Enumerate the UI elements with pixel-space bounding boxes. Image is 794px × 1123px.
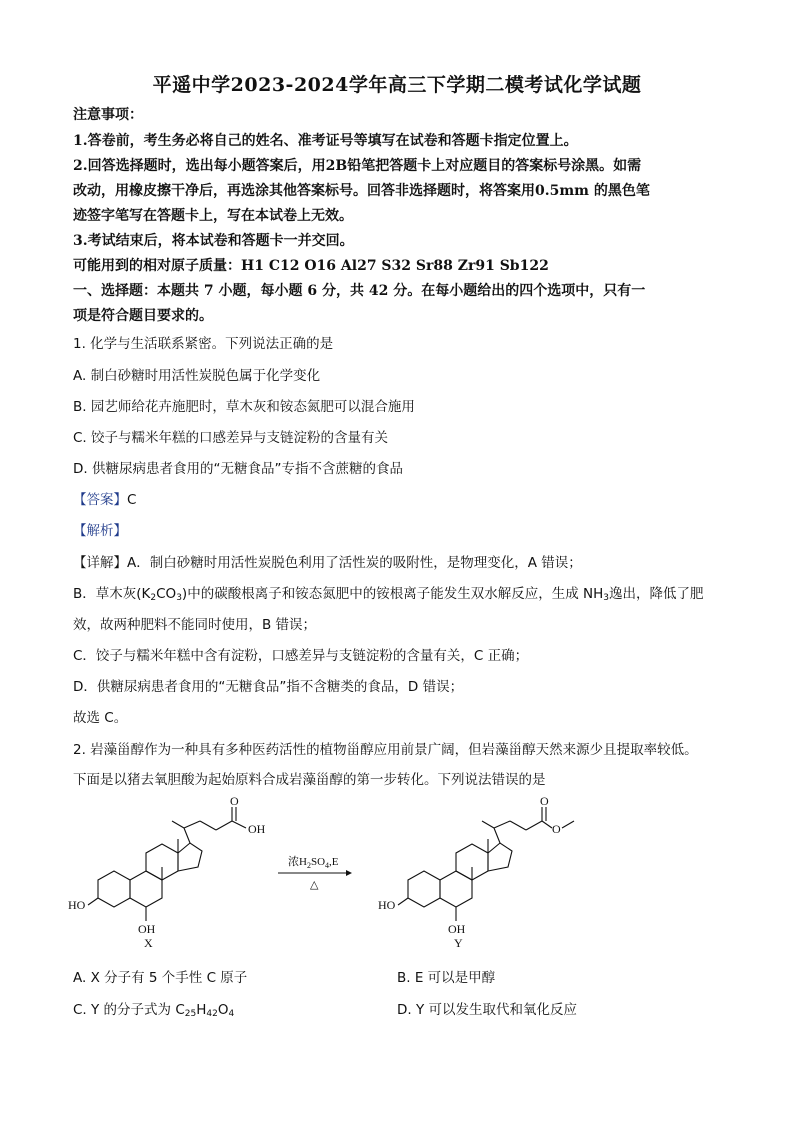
q2-c-sub-1: 25 [184,1009,197,1019]
q1-stem: 1. 化学与生活联系紧密。下列说法正确的是 [73,336,334,352]
q2-option-c [73,998,234,1018]
section-heading: 一、选择题：本题共 7 小题，每小题 6 分，共 42 分。在每小题给出的四个选项中，只有一 [73,283,646,299]
y-oh-label: OH [448,922,466,936]
q1-detail-d: D．供糖尿病患者食用的“无糖食品”指不含糖类的食品，D 错误； [73,679,464,695]
q1-answer [73,488,136,508]
detail-b-text-2: CO [156,586,177,602]
detail-b-sub-2: 3 [176,593,182,603]
analysis-tag: 【解析】 [73,523,127,539]
molecule-y-label: Y [454,936,463,950]
q1-option-a: A. 制白砂糖时用活性炭脱色属于化学变化 [73,368,321,384]
q2-c-text-1: C. Y 的分子式为 C [73,1002,185,1018]
q2-stem-1: 2. 岩藻甾醇作为一种具有多种医药活性的植物甾醇应用前景广阔，但岩藻甾醇天然来源少且提取率较低。 [73,742,698,758]
q1-detail-b-cont: 效，故两种肥料不能同时使用，B 错误； [73,617,317,633]
notice-item-2: 2.回答选择题时，选出每小题答案后，用2B铅笔把答题卡上对应题目的答案标号涂黑。如需 [73,158,642,174]
molecule-x [88,807,246,921]
q2-c-text-2: H [196,1002,207,1018]
q2-c-text-3: O [217,1002,229,1018]
q1-option-b: B. 园艺师给花卉施肥时，草木灰和铵态氮肥可以混合施用 [73,399,415,415]
q1-option-d: D. 供糖尿病患者食用的“无糖食品”专指不含蔗糖的食品 [73,461,403,477]
notice-item-3: 3.考试结束后，将本试卷和答题卡一并交回。 [73,233,354,249]
answer-tag: 【答案】 [73,492,127,508]
reaction-arrow [278,854,352,891]
q2-option-a: A. X 分子有 5 个手性 C 原子 [73,970,248,986]
notice-heading: 注意事项： [73,107,143,123]
detail-tag: 【详解】 [73,555,127,571]
detail-b-sub-1: 2 [150,593,157,603]
notice-item-2-end: 迹签字笔写在答题卡上，写在本试卷上无效。 [73,208,353,224]
detail-a-text: A．制白砂糖时用活性炭脱色利用了活性炭的吸附性，是物理变化，A 错误； [127,555,582,571]
atomic-masses: 可能用到的相对原子质量：H1 C12 O16 Al27 S32 Sr88 Zr91 Sb122 [73,258,549,274]
x-carbonyl-o: O [230,795,239,808]
page-title: 平遥中学2023-2024学年高三下学期二模考试化学试题 [152,74,642,96]
q2-c-sub-2: 42 [206,1009,218,1019]
q2-stem-2: 下面是以猪去氧胆酸为起始原料合成岩藻甾醇的第一步转化。下列说法错误的是 [73,772,546,788]
y-ho-label: HO [378,898,396,912]
answer-value: C [127,492,137,508]
detail-b-text-4: 逸出，降低了肥 [608,586,704,602]
q1-conclusion: 故选 C。 [73,710,128,726]
section-heading-cont: 项是符合题目要求的。 [73,308,213,324]
detail-b-sub-3: 3 [603,593,609,603]
q2-c-sub-3: 4 [228,1009,235,1019]
y-carbonyl-o: O [540,795,549,808]
detail-b-text-3: )中的碳酸根离子和铵态氮肥中的铵根离子能发生双水解反应，生成 NH [181,586,604,602]
reagent-label: 浓$H_2SO_4,E$ [288,856,339,870]
x-ho-label: HO [68,898,86,912]
reaction-scheme [60,795,620,955]
q1-detail-b [73,582,703,602]
heat-symbol: △ [310,879,319,891]
x-oh-label: OH [138,922,156,936]
molecule-y [398,807,574,921]
q1-detail-a [73,551,582,571]
q2-option-b: B. E 可以是甲醇 [397,970,496,986]
notice-item-1: 1.答卷前，考生务必将自己的姓名、准考证号等填写在试卷和答题卡指定位置上。 [73,133,578,149]
molecule-x-label: X [144,936,153,950]
q1-option-c: C. 饺子与糯米年糕的口感差异与支链淀粉的含量有关 [73,430,389,446]
detail-b-text-1: B．草木灰(K [73,586,151,602]
x-acid-oh: OH [248,822,266,836]
q1-detail-c: C．饺子与糯米年糕中含有淀粉，口感差异与支链淀粉的含量有关，C 正确； [73,648,529,664]
y-ester-o: O [552,822,561,836]
q2-option-d: D. Y 可以发生取代和氧化反应 [397,1002,578,1018]
notice-item-2-cont: 改动，用橡皮擦干净后，再选涂其他答案标号。回答非选择题时，将答案用0.5mm 的黑色笔 [73,183,650,199]
